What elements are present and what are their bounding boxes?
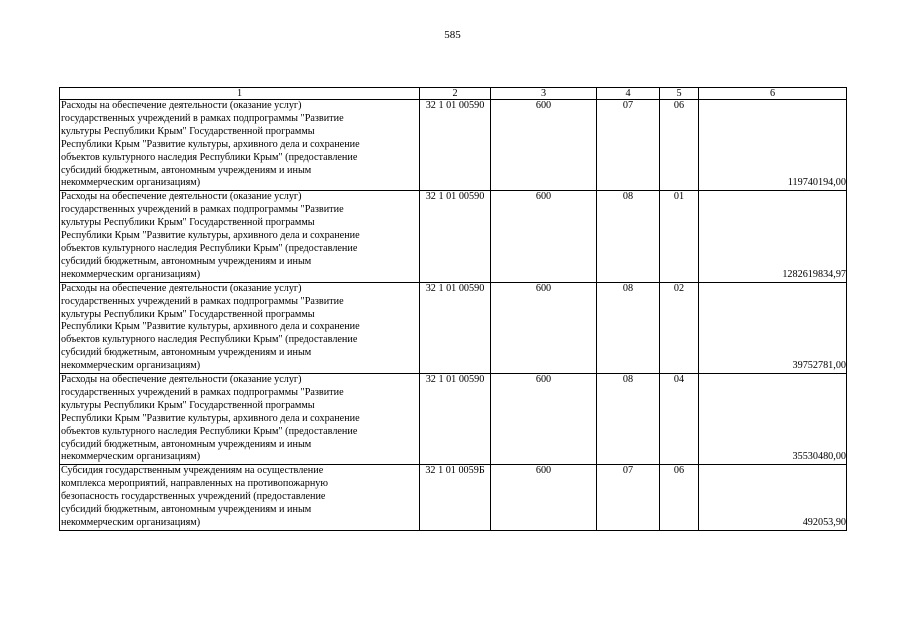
header-cell-6: 6 — [699, 88, 847, 100]
subsection-cell: 02 — [660, 282, 699, 373]
table-row — [60, 282, 847, 373]
section-cell: 08 — [597, 191, 660, 282]
description-cell: Расходы на обеспечение деятельности (оказание услуг) государственных учреждений в рамках подпрограммы "Развитие культуры Республики Крым" Государственной программы Республики Крым "Развитие культуры, архивного дела и сохранение объектов культурного наследия Республики Крым" (предоставление субсидий бюджетным, автономным учреждениям и иным некоммерческим организациям) — [60, 282, 420, 373]
header-cell-3: 3 — [491, 88, 597, 100]
target-code-cell: 32 1 01 00590 — [420, 282, 491, 373]
description-cell: Расходы на обеспечение деятельности (оказание услуг) государственных учреждений в рамках подпрограммы "Развитие культуры Республики Крым" Государственной программы Республики Крым "Развитие культуры, архивного дела и сохранение объектов культурного наследия Республики Крым" (предоставление субсидий бюджетным, автономным учреждениям и иным некоммерческим организациям) — [60, 100, 420, 191]
target-code-cell: 32 1 01 00590 — [420, 100, 491, 191]
subsection-cell: 04 — [660, 374, 699, 465]
table-row — [60, 374, 847, 465]
amount-cell: 39752781,00 — [699, 282, 847, 373]
page-number: 585 — [444, 29, 461, 41]
budget-table — [59, 87, 847, 531]
subsection-cell: 06 — [660, 465, 699, 531]
subsection-cell: 01 — [660, 191, 699, 282]
section-cell: 08 — [597, 282, 660, 373]
table-row — [60, 100, 847, 191]
expense-type-cell: 600 — [491, 282, 597, 373]
header-cell-2: 2 — [420, 88, 491, 100]
section-cell: 07 — [597, 465, 660, 531]
expense-type-cell: 600 — [491, 191, 597, 282]
expense-type-cell: 600 — [491, 100, 597, 191]
table-row — [60, 191, 847, 282]
header-cell-5: 5 — [660, 88, 699, 100]
subsection-cell: 06 — [660, 100, 699, 191]
header-cell-1: 1 — [60, 88, 420, 100]
description-cell: Расходы на обеспечение деятельности (оказание услуг) государственных учреждений в рамках подпрограммы "Развитие культуры Республики Крым" Государственной программы Республики Крым "Развитие культуры, архивного дела и сохранение объектов культурного наследия Республики Крым" (предоставление субсидий бюджетным, автономным учреждениям и иным некоммерческим организациям) — [60, 191, 420, 282]
amount-cell: 119740194,00 — [699, 100, 847, 191]
description-cell: Расходы на обеспечение деятельности (оказание услуг) государственных учреждений в рамках подпрограммы "Развитие культуры Республики Крым" Государственной программы Республики Крым "Развитие культуры, архивного дела и сохранение объектов культурного наследия Республики Крым" (предоставление субсидий бюджетным, автономным учреждениям и иным некоммерческим организациям) — [60, 374, 420, 465]
section-cell: 07 — [597, 100, 660, 191]
header-cell-4: 4 — [597, 88, 660, 100]
header-row — [60, 88, 847, 100]
expense-type-cell: 600 — [491, 465, 597, 531]
amount-cell: 1282619834,97 — [699, 191, 847, 282]
amount-cell: 35530480,00 — [699, 374, 847, 465]
table-row — [60, 465, 847, 531]
description-cell: Субсидия государственным учреждениям на осуществление комплекса мероприятий, направленных на противопожарную безопасность государственных учреждений (предоставление субсидий бюджетным, автономным учреждениям и иным некоммерческим организациям) — [60, 465, 420, 531]
target-code-cell: 32 1 01 00590 — [420, 374, 491, 465]
expense-type-cell: 600 — [491, 374, 597, 465]
amount-cell: 492053,90 — [699, 465, 847, 531]
target-code-cell: 32 1 01 0059Б — [420, 465, 491, 531]
section-cell: 08 — [597, 374, 660, 465]
target-code-cell: 32 1 01 00590 — [420, 191, 491, 282]
